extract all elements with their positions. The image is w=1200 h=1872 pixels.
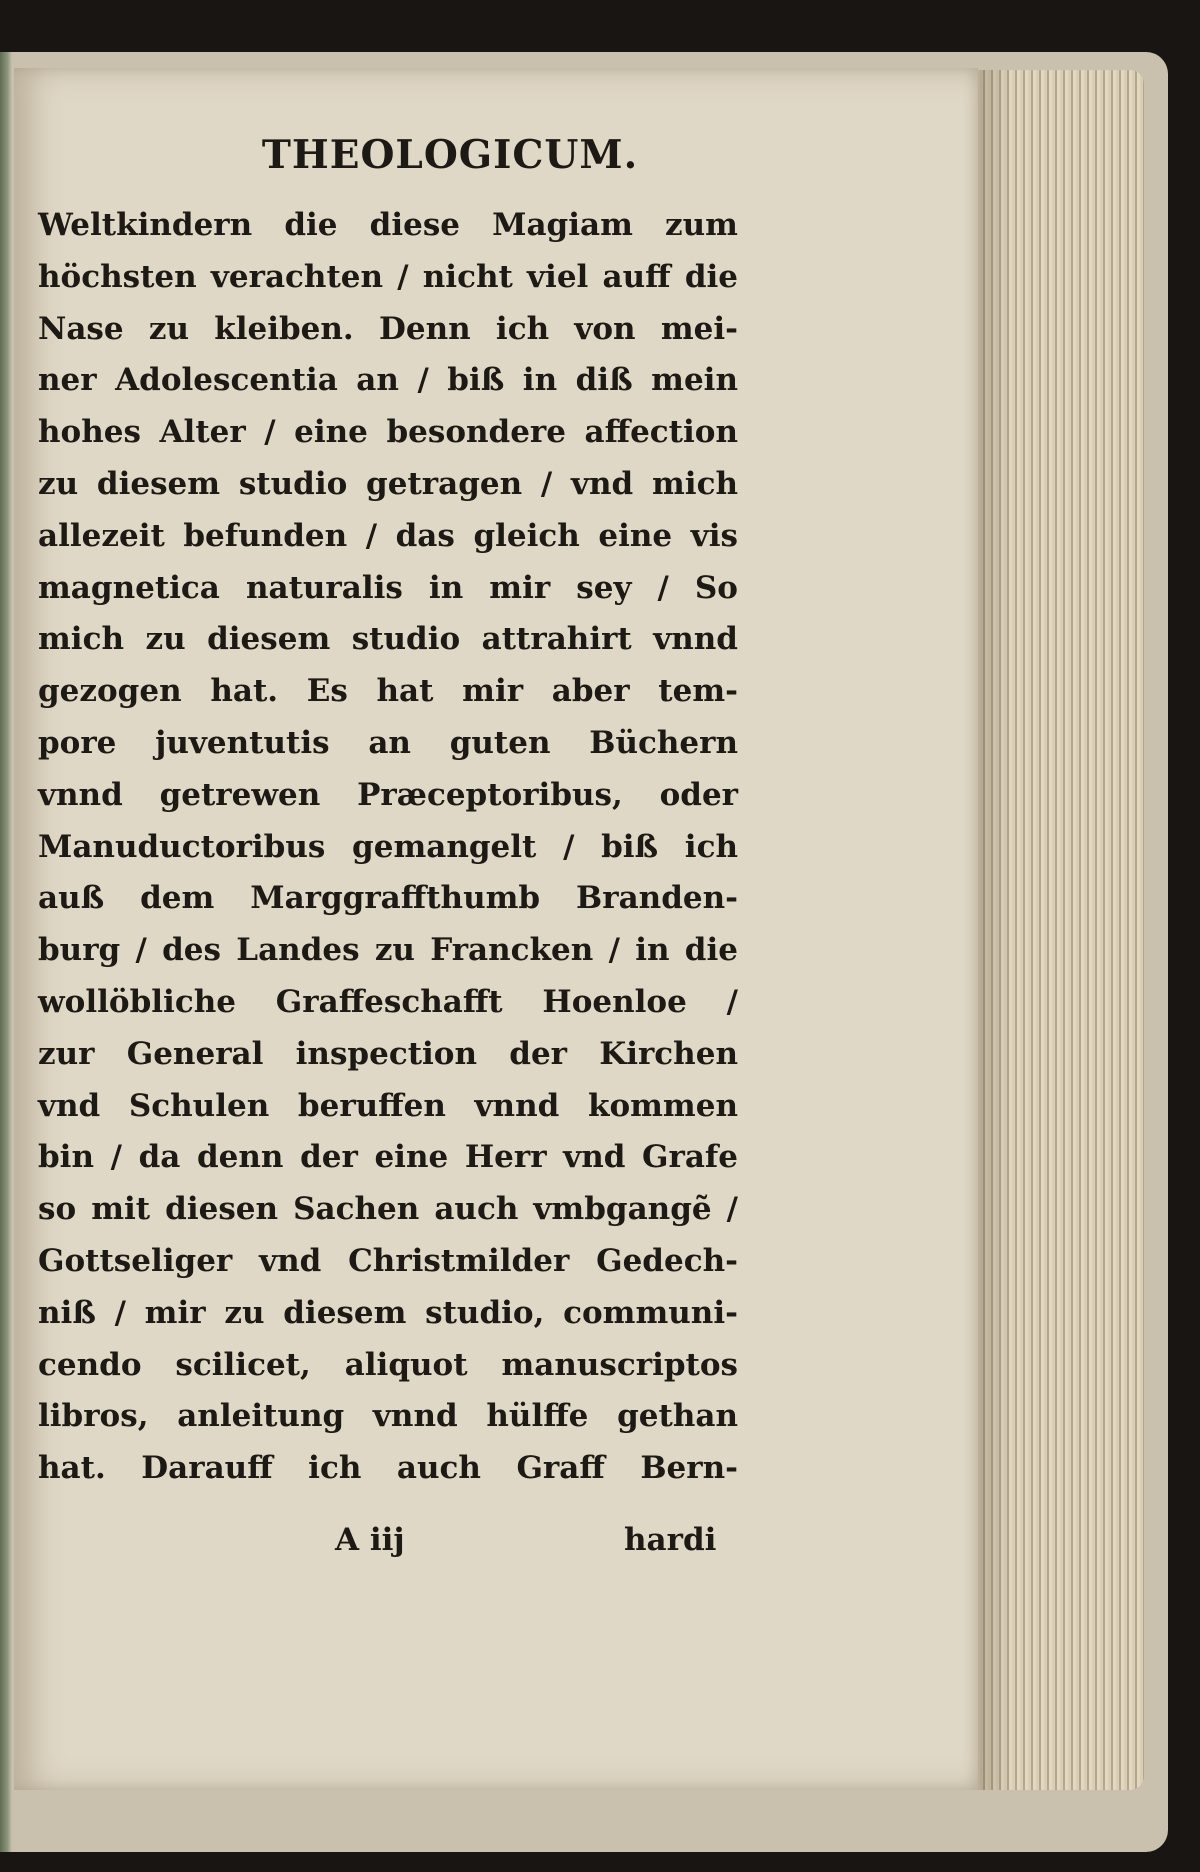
text-line: auß dem Marggraffthumb Branden- <box>38 880 738 917</box>
text-line: Gottseliger vnd Christmilder Gedech- <box>38 1242 738 1279</box>
catchword: hardi <box>624 1522 717 1558</box>
text-line: Nase zu kleiben. Denn ich von mei- <box>38 310 738 347</box>
text-line: burg / des Landes zu Francken / in die <box>38 932 738 969</box>
text-line: pore juventutis an guten Büchern <box>38 724 738 761</box>
text-line: Weltkindern die diese Magiam zum <box>38 207 738 243</box>
text-line: zur General inspection der Kirchen <box>38 1035 738 1072</box>
text-line: gezogen hat. Es hat mir aber tem- <box>38 673 738 710</box>
text-line: vnnd getrewen Præceptoribus, oder <box>38 776 738 813</box>
text-line: hohes Alter / eine besondere affection <box>38 414 738 451</box>
text-line: ner Adolescentia an / biß in diß mein <box>38 362 738 399</box>
text-line: niß / mir zu diesem studio, communi- <box>38 1294 738 1331</box>
text-line: so mit diesen Sachen auch vmbgangẽ / <box>38 1191 738 1228</box>
body-text <box>38 200 738 1495</box>
text-line: vnd Schulen beruffen vnnd kommen <box>38 1087 738 1124</box>
text-line: magnetica naturalis in mir sey / So <box>38 569 738 606</box>
text-line: höchsten verachten / nicht viel auff die <box>38 258 738 295</box>
signature-mark: A iij <box>335 1522 405 1558</box>
text-line: wollöbliche Graffeschafft Hoenloe / <box>38 983 738 1020</box>
text-line: Manuductoribus gemangelt / biß ich <box>38 828 738 865</box>
text-line: hat. Darauff ich auch Graff Bern- <box>38 1450 738 1487</box>
text-line: cendo scilicet, aliquot manuscriptos <box>38 1346 738 1383</box>
text-line: libros, anleitung vnnd hülffe gethan <box>38 1398 738 1435</box>
text-line: mich zu diesem studio attrahirt vnnd <box>38 621 738 658</box>
text-line: zu diesem studio getragen / vnd mich <box>38 465 738 502</box>
book-spine-edge <box>0 52 12 1852</box>
text-line: allezeit befunden / das gleich eine vis <box>38 517 738 554</box>
text-line: bin / da denn der eine Herr vnd Grafe <box>38 1139 738 1176</box>
running-head: THEOLOGICUM. <box>261 132 639 178</box>
page-edge-shadow <box>972 70 1012 1790</box>
